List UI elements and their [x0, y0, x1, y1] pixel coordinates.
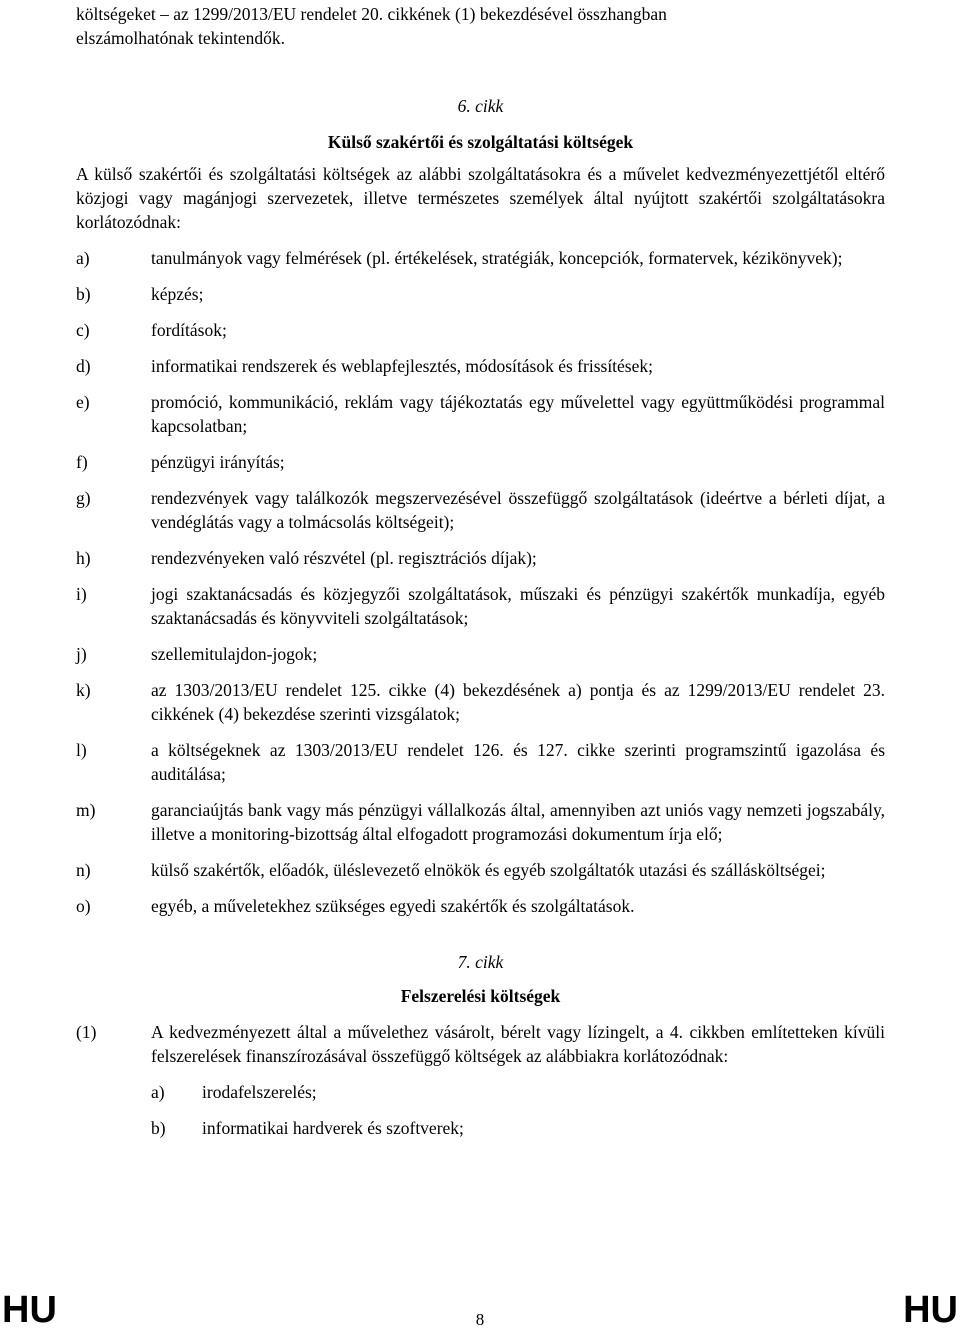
list-marker: d)	[76, 356, 91, 376]
article-7-title: Felszerelési költségek	[400, 986, 561, 1006]
list-text: szellemitulajdon-jogok;	[151, 644, 318, 664]
list-item	[76, 282, 885, 306]
sub-list-item	[151, 1080, 885, 1104]
page-number: 8	[475, 1310, 485, 1329]
sub-list-marker: a)	[151, 1082, 165, 1102]
list-marker: a)	[76, 248, 90, 268]
list-marker: i)	[76, 584, 87, 604]
list-text: az 1303/2013/EU rendelet 125. cikke (4) bekezdésének a) pontja és az 1299/2013/EU rendelet 23. cikkének (4) bekezdése szerinti vizsgálatok;	[151, 680, 885, 724]
list-item	[76, 318, 885, 342]
list-text: egyéb, a műveletekhez szükséges egyedi szakértők és szolgáltatások.	[151, 896, 635, 916]
list-text: jogi szaktanácsadás és közjegyzői szolgáltatások, műszaki és pénzügyi szakértők munkadíja, egyéb szaktanácsadás és könyvviteli szolgáltatások;	[151, 584, 885, 628]
list-item	[76, 858, 885, 882]
list-item	[76, 450, 885, 474]
list-text: promóció, kommunikáció, reklám vagy tájékoztatás egy művelettel vagy együttműködési programmal kapcsolatban;	[151, 392, 885, 436]
list-marker: j)	[76, 644, 87, 664]
list-marker: k)	[76, 680, 91, 700]
list-item	[76, 582, 885, 630]
list-text: képzés;	[151, 284, 204, 304]
list-text: informatikai rendszerek és weblapfejlesztés, módosítások és frissítések;	[151, 356, 653, 376]
list-item	[76, 486, 885, 534]
list-item	[76, 390, 885, 438]
list-marker: n)	[76, 860, 91, 880]
document-page	[76, 0, 885, 1140]
paragraph-text: A kedvezményezett által a művelethez vásárolt, bérelt vagy lízingelt, a 4. cikkben említetteken kívüli felszerelések finanszírozásával összefüggő költségek az alábbiakra korlátozódnak:	[151, 1022, 885, 1066]
article-6-number: 6. cikk	[457, 96, 504, 116]
list-text: rendezvények vagy találkozók megszervezésével összefüggő szolgáltatások (ideértve a bérleti díjat, a vendéglátás vagy a tolmácsolás költségeit);	[151, 488, 885, 532]
list-item	[76, 678, 885, 726]
list-marker: b)	[76, 284, 91, 304]
list-text: tanulmányok vagy felmérések (pl. értékelések, stratégiák, koncepciók, formatervek, kézikönyvek);	[151, 248, 843, 268]
list-marker: e)	[76, 392, 90, 412]
list-item	[76, 738, 885, 786]
sub-list-text: irodafelszerelés;	[202, 1082, 317, 1102]
list-text: a költségeknek az 1303/2013/EU rendelet 126. és 127. cikke szerinti programszintű igazolása és auditálása;	[151, 740, 885, 784]
article-7-number: 7. cikk	[457, 952, 504, 972]
list-text: fordítások;	[151, 320, 227, 340]
footer-language-right: HU	[903, 1289, 958, 1331]
list-text: garanciaújtás bank vagy más pénzügyi vállalkozás által, amennyiben azt uniós vagy nemzeti jogszabály, illetve a monitoring-bizottság által elfogadott programozási dokumentum írja elő;	[151, 800, 885, 844]
list-marker: g)	[76, 488, 91, 508]
sub-list-marker: b)	[151, 1118, 166, 1138]
list-item	[76, 246, 885, 270]
list-text: külső szakértők, előadók, üléslevezető elnökök és egyéb szolgáltatók utazási és szállásköltségei;	[151, 860, 826, 880]
list-marker: m)	[76, 800, 96, 820]
list-item	[76, 642, 885, 666]
intro-line-2: elszámolhatónak tekintendők.	[76, 28, 285, 48]
list-item	[76, 354, 885, 378]
list-marker: f)	[76, 452, 88, 472]
paragraph-1	[76, 1020, 885, 1068]
list-item	[76, 894, 885, 918]
article-6-body: A külső szakértői és szolgáltatási költségek az alábbi szolgáltatásokra és a művelet kedvezményezettjétől eltérő közjogi vagy magánjogi szervezetek, illetve természetes személyek által nyújtott szakértői szolgáltatásokra korlátozódnak:	[76, 164, 885, 232]
sub-list-text: informatikai hardverek és szoftverek;	[202, 1118, 464, 1138]
sub-list-item	[151, 1116, 885, 1140]
footer-language-left: HU	[2, 1289, 57, 1331]
list-marker: o)	[76, 896, 91, 916]
list-marker: h)	[76, 548, 91, 568]
list-text: rendezvényeken való részvétel (pl. regisztrációs díjak);	[151, 548, 537, 568]
paragraph-marker: (1)	[76, 1022, 97, 1042]
intro-line-1: költségeket – az 1299/2013/EU rendelet 20. cikkének (1) bekezdésével összhangban	[76, 4, 667, 24]
list-marker: c)	[76, 320, 90, 340]
list-item	[76, 798, 885, 846]
list-text: pénzügyi irányítás;	[151, 452, 285, 472]
list-item	[76, 546, 885, 570]
article-6-title: Külső szakértői és szolgáltatási költségek	[327, 132, 634, 152]
list-marker: l)	[76, 740, 87, 760]
